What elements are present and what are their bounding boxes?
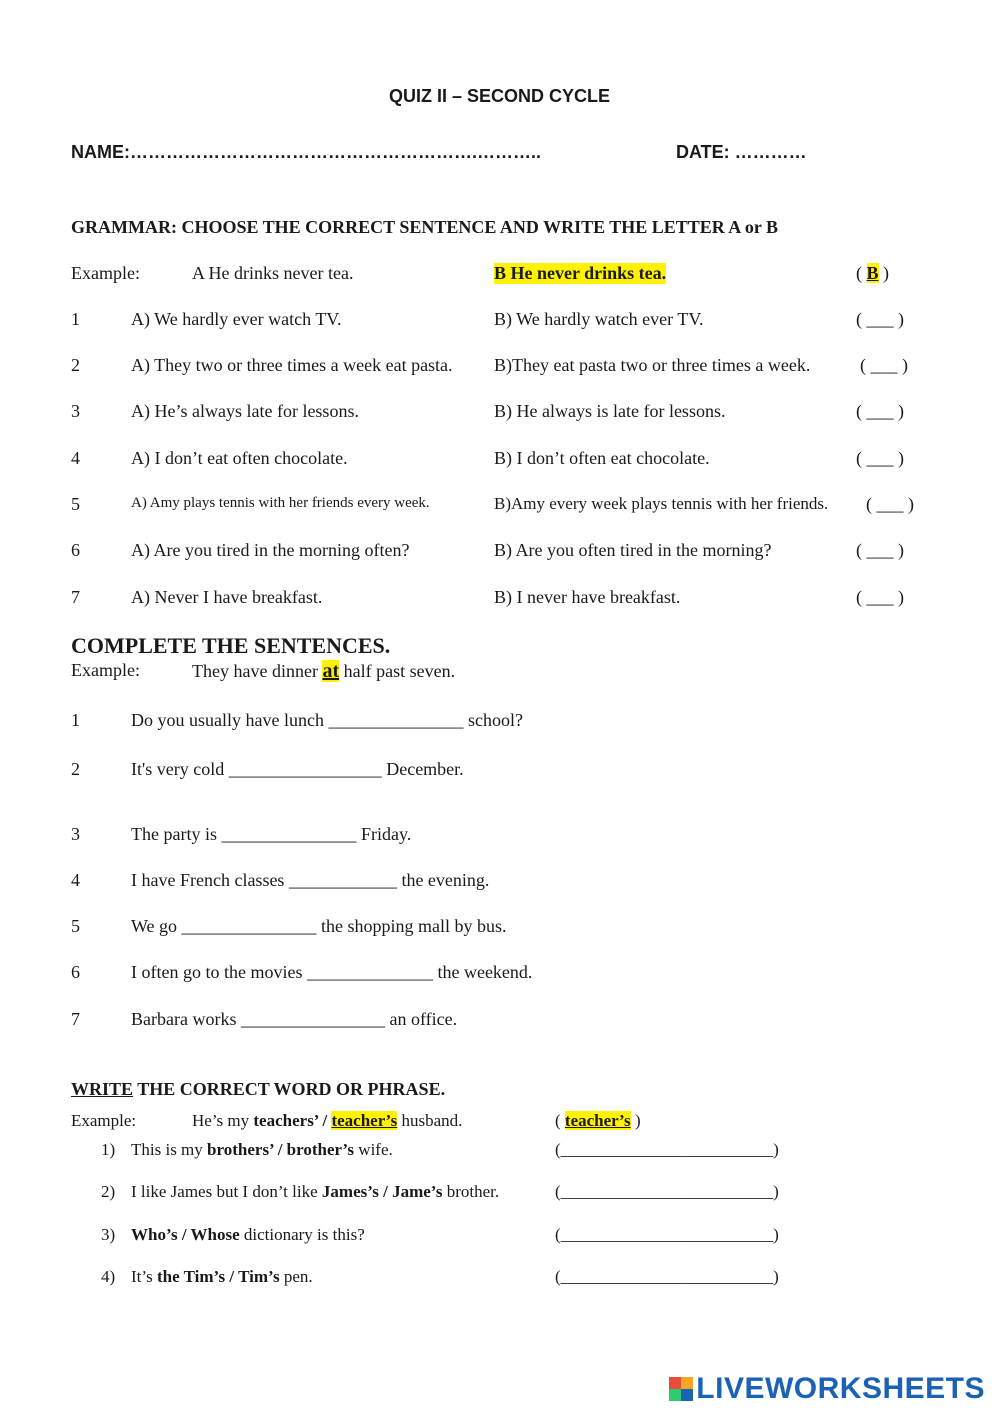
grammar-answer-blank[interactable]: ( ___ ) [866, 494, 914, 514]
write-example-sentence: He’s my teachers’ / teacher’s husband. [192, 1111, 463, 1130]
complete-example-answer: at [322, 660, 340, 682]
grammar-heading: GRAMMAR: CHOOSE THE CORRECT SENTENCE AND WRITE THE LETTER A or B [71, 217, 778, 237]
grammar-item-number: 4 [71, 448, 80, 468]
liveworksheets-logo-text: LIVEWORKSHEETS [696, 1372, 985, 1405]
write-item-sentence: It’s the Tim’s / Tim’s pen. [131, 1267, 313, 1286]
grammar-item-option-b: B) He always is late for lessons. [494, 401, 726, 421]
complete-item-sentence[interactable]: I have French classes ____________ the evening. [131, 870, 490, 890]
date-field[interactable]: DATE: ………… [676, 142, 807, 162]
complete-item-sentence[interactable]: The party is _______________ Friday. [131, 824, 412, 844]
page-title: QUIZ II – SECOND CYCLE [388, 86, 611, 106]
write-answer-blank[interactable]: (_________________________) [555, 1267, 779, 1286]
write-item-number: 2) [101, 1182, 116, 1201]
grammar-example-label: Example: [71, 263, 140, 283]
grammar-item-option-a: A) They two or three times a week eat pasta. [131, 355, 453, 375]
grammar-item-number: 5 [71, 494, 80, 514]
name-field[interactable]: NAME:………………………………………………….……….. [71, 142, 541, 162]
complete-item-number: 2 [71, 759, 80, 779]
grammar-item-option-a: A) I don’t eat often chocolate. [131, 448, 348, 468]
grammar-item-option-b: B) I never have breakfast. [494, 587, 681, 607]
write-answer-blank[interactable]: (_________________________) [555, 1225, 779, 1244]
complete-item-number: 1 [71, 710, 80, 730]
grammar-answer-blank[interactable]: ( ___ ) [856, 401, 904, 421]
grammar-answer-blank[interactable]: ( ___ ) [856, 448, 904, 468]
grammar-item-number: 1 [71, 309, 80, 329]
write-item-number: 1) [101, 1140, 116, 1159]
complete-item-sentence[interactable]: We go _______________ the shopping mall by bus. [131, 916, 507, 936]
grammar-example-b: B He never drinks tea. [494, 263, 667, 283]
write-item-sentence: This is my brothers’ / brother’s wife. [131, 1140, 393, 1159]
grammar-item-option-a: A) Never I have breakfast. [131, 587, 323, 607]
grammar-item-option-b: B)Amy every week plays tennis with her friends. [494, 494, 829, 513]
complete-example-sentence: They have dinner at half past seven. [192, 660, 456, 682]
grammar-example-a: A He drinks never tea. [192, 263, 354, 283]
write-answer-blank[interactable]: (_________________________) [555, 1140, 779, 1159]
grammar-item-option-b: B)They eat pasta two or three times a week. [494, 355, 811, 375]
grammar-answer-blank[interactable]: ( ___ ) [856, 309, 904, 329]
grammar-item-option-a: A) He’s always late for lessons. [131, 401, 359, 421]
complete-heading: COMPLETE THE SENTENCES. [71, 633, 391, 658]
write-heading: WRITE THE CORRECT WORD OR PHRASE. [71, 1079, 446, 1099]
write-example-label: Example: [71, 1111, 137, 1130]
complete-item-sentence[interactable]: Barbara works ________________ an office. [131, 1009, 458, 1029]
grammar-item-option-a: A) Amy plays tennis with her friends every week. [131, 495, 430, 511]
grammar-item-option-b: B) We hardly watch ever TV. [494, 309, 704, 329]
write-example-answer: ( teacher’s ) [555, 1111, 641, 1130]
grammar-item-number: 6 [71, 540, 80, 560]
grammar-item-number: 2 [71, 355, 80, 375]
grammar-answer-blank[interactable]: ( ___ ) [860, 355, 908, 375]
complete-item-sentence[interactable]: I often go to the movies ______________ the weekend. [131, 962, 533, 982]
complete-item-sentence[interactable]: Do you usually have lunch _______________ school? [131, 710, 523, 730]
grammar-example-answer-letter: B [866, 263, 879, 283]
grammar-item-option-b: B) Are you often tired in the morning? [494, 540, 772, 560]
write-item-number: 4) [101, 1267, 116, 1286]
complete-item-number: 5 [71, 916, 80, 936]
grammar-item-number: 7 [71, 587, 80, 607]
liveworksheets-logo-icon [669, 1377, 693, 1401]
grammar-item-number: 3 [71, 401, 80, 421]
grammar-item-option-a: A) We hardly ever watch TV. [131, 309, 342, 329]
grammar-answer-blank[interactable]: ( ___ ) [856, 540, 904, 560]
grammar-example-answer: ( B ) [856, 263, 890, 283]
complete-item-number: 7 [71, 1009, 80, 1029]
complete-example-label: Example: [71, 660, 140, 680]
complete-item-number: 3 [71, 824, 80, 844]
complete-item-sentence[interactable]: It's very cold _________________ December. [131, 759, 464, 779]
grammar-item-option-b: B) I don’t often eat chocolate. [494, 448, 710, 468]
write-answer-blank[interactable]: (_________________________) [555, 1182, 779, 1201]
grammar-answer-blank[interactable]: ( ___ ) [856, 587, 904, 607]
write-item-number: 3) [101, 1225, 116, 1244]
write-item-sentence: Who’s / Whose dictionary is this? [131, 1225, 365, 1244]
grammar-item-option-a: A) Are you tired in the morning often? [131, 540, 410, 560]
liveworksheets-logo [669, 1372, 985, 1406]
complete-item-number: 6 [71, 962, 80, 982]
complete-item-number: 4 [71, 870, 80, 890]
write-item-sentence: I like James but I don’t like James’s / Jame’s brother. [131, 1182, 500, 1201]
